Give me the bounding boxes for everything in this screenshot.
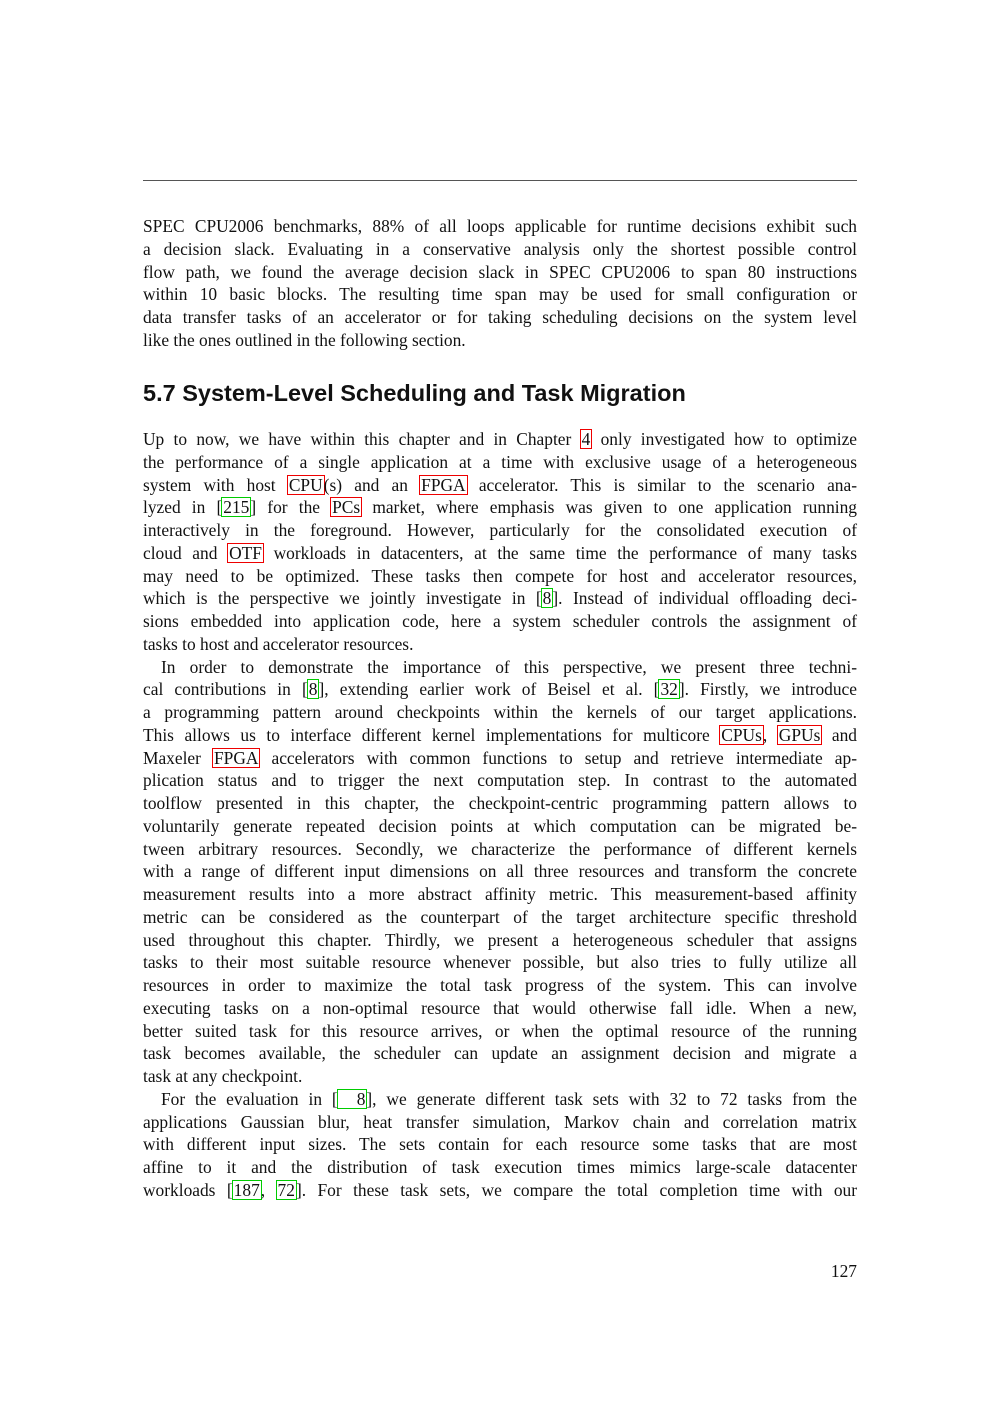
text-line bbox=[143, 860, 857, 883]
text-run: the performance of a single application at a time with exclusive usage of a heterogeneous bbox=[143, 451, 857, 472]
text-line bbox=[143, 1179, 857, 1202]
text-line bbox=[143, 1088, 857, 1111]
text-run: ] for the bbox=[250, 497, 332, 518]
text-line bbox=[143, 997, 857, 1020]
text-run: task at any checkpoint. bbox=[143, 1066, 303, 1086]
text-run: tween arbitrary resources. Secondly, we characterize the performance of different kernels bbox=[143, 838, 857, 859]
text-run: workloads in datacenters, at the same time the performance of many tasks bbox=[262, 542, 857, 563]
text-line bbox=[143, 587, 857, 610]
text-line bbox=[143, 1133, 857, 1156]
paragraph-intro bbox=[143, 215, 857, 352]
cross-reference-link[interactable]: FPGA bbox=[421, 474, 466, 495]
text-run: Up to now, we have within this chapter and in Chapter bbox=[143, 429, 581, 449]
text-run: data transfer tasks of an accelerator or for taking scheduling decisions on the system level bbox=[143, 307, 857, 327]
cross-reference-link[interactable]: FPGA bbox=[213, 747, 259, 768]
text-run: ]. For these task sets, we compare the total completion time with our bbox=[295, 1179, 858, 1200]
text-run: toolflow presented in this chapter, the checkpoint-centric programming pattern allows to bbox=[143, 793, 857, 813]
text-run: better suited task for this resource arrives, or when the optimal resource of the running bbox=[143, 1020, 857, 1041]
text-line bbox=[143, 678, 857, 701]
text-run: ], we generate different task sets with 32 to 72 tasks from the bbox=[366, 1088, 857, 1109]
text-line bbox=[143, 929, 857, 952]
cross-reference-link[interactable]: PCs bbox=[332, 497, 361, 518]
text-run: accelerator. This is similar to the scenario ana- bbox=[466, 474, 858, 495]
text-run: Maxeler bbox=[143, 747, 213, 768]
text-run: workloads [ bbox=[143, 1179, 233, 1200]
text-line bbox=[143, 815, 857, 838]
text-run: applications Gaussian blur, heat transfer simulation, Markov chain and correlation matrix bbox=[143, 1111, 857, 1132]
text-line bbox=[143, 610, 857, 633]
text-run: task becomes available, the scheduler can update an assignment decision and migrate a bbox=[143, 1043, 857, 1064]
text-run: tasks to host and accelerator resources. bbox=[143, 633, 414, 654]
text-line bbox=[143, 306, 857, 329]
paragraph-3 bbox=[143, 1088, 857, 1202]
text-run: tasks to their most suitable resource whenever possible, but also tries to fully utilize all bbox=[143, 952, 857, 973]
text-line bbox=[143, 906, 857, 929]
text-line bbox=[143, 633, 857, 656]
text-run: with different input sizes. The sets contain for each resource some tasks that are most bbox=[143, 1134, 857, 1155]
text-line bbox=[143, 1042, 857, 1065]
citation-link[interactable]: 8 bbox=[542, 588, 552, 609]
cross-reference-link[interactable]: 4 bbox=[581, 429, 591, 449]
section-heading: 5.7 System-Level Scheduling and Task Migration bbox=[143, 380, 686, 406]
text-run: sions embedded into application code, here a system scheduler controls the assignment of bbox=[143, 611, 857, 631]
cross-reference-link[interactable]: CPU bbox=[288, 474, 323, 495]
paragraph-1 bbox=[143, 428, 857, 656]
text-run: ], extending earlier work of Beisel et al. [ bbox=[318, 679, 660, 700]
text-run: a decision slack. Evaluating in a conservative analysis only the shortest possible control bbox=[143, 238, 857, 259]
cross-reference-link[interactable]: CPUs bbox=[721, 724, 762, 745]
cross-reference-link[interactable]: GPUs bbox=[778, 724, 821, 745]
text-line bbox=[143, 883, 857, 906]
text-run: only investigated how to optimize bbox=[591, 429, 858, 449]
text-run: This allows us to interface different kernel implementations for multicore bbox=[143, 724, 721, 745]
text-line bbox=[143, 329, 857, 352]
text-run: affine to it and the distribution of task execution times mimics large-scale datacenter bbox=[143, 1157, 857, 1177]
text-run: ]. Firstly, we introduce bbox=[678, 679, 857, 700]
text-run: interactively in the foreground. However, particularly for the consolidated execution of bbox=[143, 520, 857, 540]
text-run: lyzed in [ bbox=[143, 497, 223, 518]
text-line bbox=[143, 496, 857, 519]
text-line bbox=[143, 1065, 857, 1088]
text-run: a programming pattern around checkpoints within the kernels of our target applications. bbox=[143, 702, 857, 722]
text-run: plication status and to trigger the next computation step. In contrast to the automated bbox=[143, 770, 857, 791]
text-run: like the ones outlined in the following section. bbox=[143, 329, 466, 350]
citation-link[interactable]: 8 bbox=[308, 679, 318, 700]
text-line bbox=[143, 1111, 857, 1134]
text-run: with a range of different input dimensions on all three resources and transform the concrete bbox=[143, 861, 857, 882]
header-rule bbox=[143, 180, 857, 181]
text-line bbox=[143, 838, 857, 861]
citation-link[interactable]: 72 bbox=[277, 1179, 295, 1200]
citation-link[interactable]: 215 bbox=[223, 497, 250, 518]
text-line bbox=[143, 1020, 857, 1043]
text-run: used throughout this chapter. Thirdly, we present a heterogeneous scheduler that assigns bbox=[143, 929, 857, 950]
text-line bbox=[143, 238, 857, 261]
page-number: 127 bbox=[830, 1261, 857, 1281]
text-run: cal contributions in [ bbox=[143, 679, 308, 700]
text-run: within 10 basic blocks. The resulting time span may be used for small configuration or bbox=[143, 284, 857, 305]
text-run: market, where emphasis was given to one application running bbox=[361, 497, 857, 518]
text-run: system with host bbox=[143, 474, 288, 495]
text-line bbox=[143, 974, 857, 997]
text-line bbox=[143, 428, 857, 451]
text-line bbox=[143, 769, 857, 792]
text-run: For the evaluation in [ bbox=[161, 1088, 338, 1109]
text-run: executing tasks on a non-optimal resource that would otherwise fall idle. When a new, bbox=[143, 997, 857, 1018]
text-line bbox=[143, 474, 857, 497]
text-run: may need to be optimized. These tasks then compete for host and accelerator resources, bbox=[143, 565, 857, 586]
text-run: metric can be considered as the counterpart of the target architecture specific threshold bbox=[143, 906, 857, 927]
text-line bbox=[143, 747, 857, 770]
text-run: (s) and an bbox=[323, 474, 421, 495]
text-run: flow path, we found the average decision slack in SPEC CPU2006 to span 80 instructions bbox=[143, 261, 857, 282]
text-run: cloud and bbox=[143, 542, 229, 563]
text-run: , bbox=[762, 724, 778, 745]
text-line bbox=[143, 451, 857, 474]
text-line bbox=[143, 215, 857, 238]
text-run: voluntarily generate repeated decision points at which computation can be migrated be- bbox=[143, 815, 857, 836]
text-run: , bbox=[260, 1179, 277, 1200]
citation-link[interactable]: 8 bbox=[337, 1089, 368, 1109]
text-run: resources in order to maximize the total task progress of the system. This can involve bbox=[143, 975, 857, 995]
text-line bbox=[143, 519, 857, 542]
text-run: measurement results into a more abstract affinity metric. This measurement-based affinity bbox=[143, 884, 857, 904]
paragraph-2 bbox=[143, 656, 857, 1088]
citation-link[interactable]: 32 bbox=[660, 679, 678, 700]
text-line bbox=[143, 1156, 857, 1179]
text-line bbox=[143, 261, 857, 284]
text-run: and bbox=[821, 724, 857, 745]
text-run: which is the perspective we jointly investigate in [ bbox=[143, 588, 542, 609]
text-line bbox=[143, 701, 857, 724]
text-line bbox=[143, 283, 857, 306]
text-line bbox=[143, 792, 857, 815]
text-line bbox=[143, 565, 857, 588]
citation-link[interactable]: 187 bbox=[233, 1179, 260, 1200]
text-run: accelerators with common functions to setup and retrieve intermediate ap- bbox=[259, 747, 857, 768]
text-run: In order to demonstrate the importance of this perspective, we present three techni- bbox=[161, 656, 857, 677]
text-line bbox=[143, 724, 857, 747]
text-line bbox=[143, 656, 857, 679]
cross-reference-link[interactable]: OTF bbox=[229, 542, 262, 563]
text-run: SPEC CPU2006 benchmarks, 88% of all loops applicable for runtime decisions exhibit such bbox=[143, 216, 857, 236]
text-line bbox=[143, 542, 857, 565]
text-run: ]. Instead of individual offloading deci- bbox=[552, 588, 857, 609]
text-line bbox=[143, 951, 857, 974]
